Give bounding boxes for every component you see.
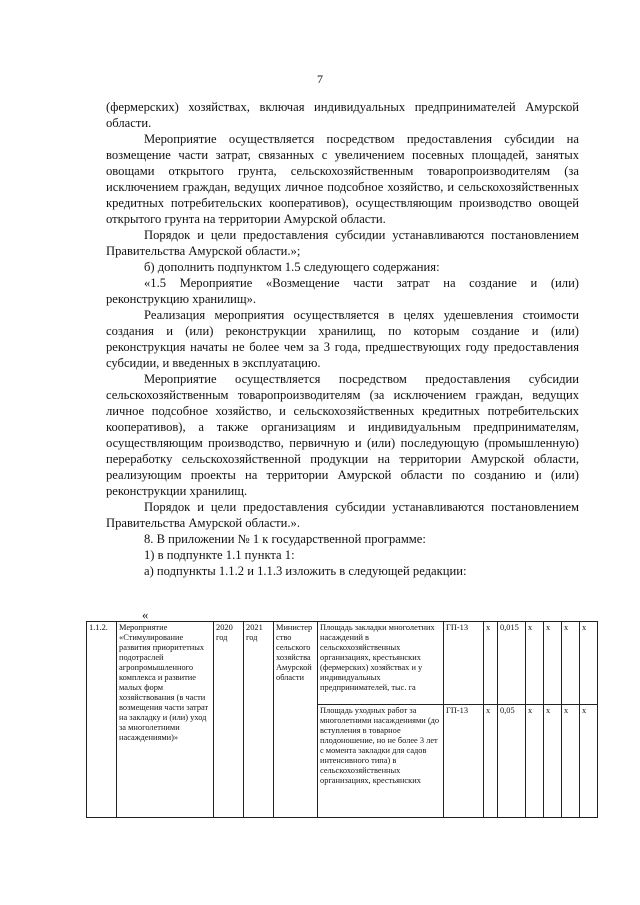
quote-open-mark: « xyxy=(142,608,149,622)
table-row xyxy=(87,622,598,705)
item-number-cell: 1.1.2. xyxy=(87,622,117,818)
value-cell: х xyxy=(544,705,562,818)
source-cell: ГП-13 xyxy=(444,705,484,818)
value-cell: х xyxy=(562,622,580,705)
executor-cell: Министерство сельского хозяйства Амурской области xyxy=(274,622,318,818)
value-cell: х xyxy=(484,705,498,818)
indicator-cell: Площадь закладки многолетних насаждений в сельскохозяйственных организациях, крестьянских (фермерских) хозяйствах и у индивидуальных предпринимателей, тыс. га xyxy=(318,622,444,705)
body-text xyxy=(106,99,579,579)
paragraph: 1) в подпункте 1.1 пункта 1: xyxy=(144,548,295,562)
paragraph: (фермерских) хозяйствах, включая индивидуальных предпринимателей Амурской области. xyxy=(106,100,579,130)
paragraph: Порядок и цели предоставления субсидии устанавливаются постановлением Правительства Амурской области.». xyxy=(106,500,579,530)
value-cell: х xyxy=(580,705,598,818)
page-number: 7 xyxy=(317,72,323,86)
value-cell: х xyxy=(484,622,498,705)
end-year-cell: 2021 год xyxy=(244,622,274,818)
value-cell: х xyxy=(580,622,598,705)
paragraph: б) дополнить подпунктом 1.5 следующего содержания: xyxy=(144,260,440,274)
source-cell: ГП-13 xyxy=(444,622,484,705)
paragraph: Порядок и цели предоставления субсидии устанавливаются постановлением Правительства Амурской области.»; xyxy=(106,228,579,258)
paragraph: 8. В приложении № 1 к государственной программе: xyxy=(144,532,426,546)
paragraph: а) подпункты 1.1.2 и 1.1.3 изложить в следующей редакции: xyxy=(144,564,467,578)
paragraph: «1.5 Мероприятие «Возмещение части затрат на создание и (или) реконструкцию хранилищ». xyxy=(106,276,579,306)
indicator-cell: Площадь уходных работ за многолетними насаждениями (до вступления в товарное плодоношение, но не более 3 лет с момента закладки для садов интенсивного типа) в сельскохозяйственных организациях, крестьянских xyxy=(318,705,444,818)
event-name-cell: Мероприятие «Стимулирование развития приоритетных подотраслей агропромышленного комплекса и развитие малых форм хозяйствования (в части возмещения части затрат на закладку и (или) уход за многолетними насаждениями)» xyxy=(117,622,214,818)
value-cell: х xyxy=(544,622,562,705)
paragraph: Реализация мероприятия осуществляется в целях удешевления стоимости создания и (или) реконструкции хранилищ, по которым создание и (или) реконструкция начаты не более чем за 3 года, предшествующих году предоставления субсидии, и введенных в эксплуатацию. xyxy=(106,308,579,370)
paragraph: Мероприятие осуществляется посредством предоставления субсидии на возмещение части затрат, связанных с увеличением посевных площадей, занятых овощами открытого грунта, сельскохозяйственным товаропроизводителям (за исключением граждан, ведущих личное подсобное хозяйство, и сельскохозяйственных кредитных потребительских кооперативов), осуществляющим производство овощей открытого грунта на территории Амурской области. xyxy=(106,132,579,226)
value-cell: х xyxy=(526,705,544,818)
value-cell: 0,015 xyxy=(498,622,526,705)
value-cell: х xyxy=(526,622,544,705)
start-year-cell: 2020 год xyxy=(214,622,244,818)
paragraph: Мероприятие осуществляется посредством предоставления субсидии сельскохозяйственным товаропроизводителям (за исключением граждан, ведущих личное подсобное хозяйство, и сельскохозяйственных кредитных потребительских кооперативов), а также организациям и индивидуальным предпринимателям, осуществляющим производство, первичную и (или) последующую (промышленную) переработку сельскохозяйственной продукции на территории Амурской области, реализующим проекты на территории Амурской области по созданию и (или) реконструкции хранилищ. xyxy=(106,372,579,498)
value-cell: 0,05 xyxy=(498,705,526,818)
value-cell: х xyxy=(562,705,580,818)
program-table xyxy=(86,621,598,818)
